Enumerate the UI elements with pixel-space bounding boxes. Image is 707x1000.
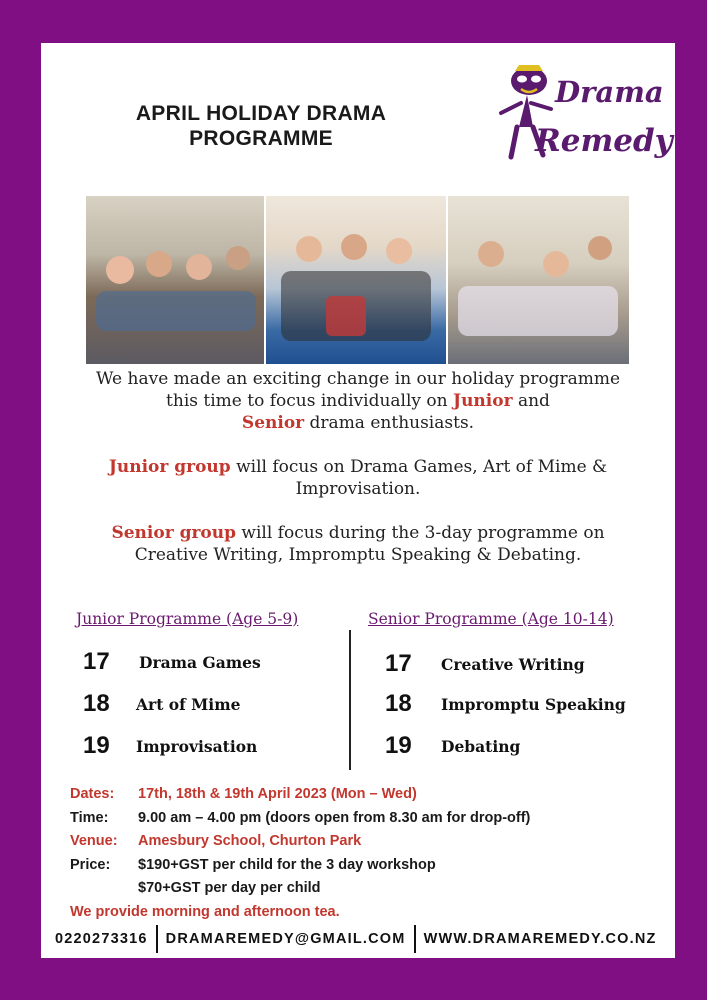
phone-number[interactable]: 0220273316: [55, 931, 148, 947]
junior-item-2: Art of Mime: [136, 694, 241, 714]
contact-divider-2: [414, 925, 416, 953]
senior-programme-title: Senior Programme (Age 10-14): [368, 610, 614, 628]
intro-senior-highlight: Senior: [241, 413, 305, 433]
intro-paragraph-2: [91, 456, 625, 500]
senior-group-text: will focus during the 3-day programme on Creative Writing, Impromptu Speaking & Debating.: [134, 523, 605, 565]
headline-line-1: APRIL HOLIDAY DRAMA: [135, 102, 387, 125]
junior-group-label: Junior group: [108, 457, 231, 477]
junior-day-1: 17: [83, 648, 110, 675]
time-row: [70, 807, 660, 831]
photo-group-playing: [448, 196, 629, 364]
senior-row-3: [385, 731, 520, 761]
website-link[interactable]: WWW.DRAMAREMEDY.CO.NZ: [423, 931, 657, 947]
intro-paragraph-3: [91, 522, 625, 566]
email-address[interactable]: DRAMAREMEDY@GMAIL.COM: [165, 931, 406, 947]
photo-group-costumes: [266, 196, 446, 364]
junior-day-3: 19: [83, 732, 110, 759]
senior-item-1: Creative Writing: [441, 654, 585, 674]
tea-note: We provide morning and afternoon tea.: [70, 903, 340, 920]
junior-row-3: [83, 731, 257, 761]
junior-day-2: 18: [83, 690, 110, 717]
venue-row: [70, 830, 660, 854]
dates-row: [70, 783, 660, 807]
photo-strip: [86, 196, 629, 364]
junior-group-text: will focus on Drama Games, Art of Mime & Improvisation.: [230, 457, 608, 499]
venue-value: Amesbury School, Churton Park: [138, 833, 362, 849]
senior-item-3: Debating: [441, 736, 521, 756]
intro-paragraph-1: [91, 368, 625, 434]
senior-row-2: [385, 689, 626, 719]
event-details: [70, 783, 660, 924]
intro-junior-highlight: Junior: [453, 391, 513, 411]
dates-label: Dates:: [70, 786, 115, 802]
junior-programme-title: Junior Programme (Age 5-9): [76, 610, 299, 628]
junior-row-1: [83, 647, 261, 677]
venue-label: Venue:: [70, 833, 118, 849]
senior-day-3: 19: [385, 732, 412, 759]
price-value-2: $70+GST per day per child: [138, 880, 321, 896]
price-row-2: [70, 877, 660, 901]
time-value: 9.00 am – 4.00 pm (doors open from 8.30 am for drop-off): [138, 809, 531, 826]
junior-item-3: Improvisation: [136, 736, 258, 756]
time-label: Time:: [70, 809, 109, 826]
intro-text-c: drama enthusiasts.: [304, 413, 475, 433]
intro-text-a: We have made an exciting change in our holiday programme this time to focus individually on: [95, 369, 621, 411]
logo-word-remedy: Remedy: [535, 123, 673, 159]
intro-text: [91, 368, 625, 588]
senior-row-1: [385, 649, 585, 679]
dates-value: 17th, 18th & 19th April 2023 (Mon – Wed): [138, 786, 417, 802]
headline-line-2: PROGRAMME: [189, 127, 333, 150]
senior-item-2: Impromptu Speaking: [441, 694, 626, 714]
intro-text-b: and: [512, 391, 550, 411]
contact-divider-1: [156, 925, 158, 953]
headline: [101, 101, 421, 151]
flyer-sheet: [41, 43, 675, 958]
junior-item-1: Drama Games: [139, 652, 261, 672]
price-label: Price:: [70, 856, 111, 873]
senior-group-label: Senior group: [111, 523, 237, 543]
logo-word-drama: Drama: [555, 75, 664, 109]
photo-group-indoor: [86, 196, 264, 364]
senior-day-2: 18: [385, 690, 412, 717]
price-row: [70, 854, 660, 878]
contact-bar: [55, 924, 667, 954]
price-value-1: $190+GST per child for the 3 day workshop: [138, 856, 436, 873]
senior-day-1: 17: [385, 650, 412, 677]
drama-remedy-logo: [491, 57, 673, 177]
junior-row-2: [83, 689, 240, 719]
column-divider: [349, 630, 351, 770]
